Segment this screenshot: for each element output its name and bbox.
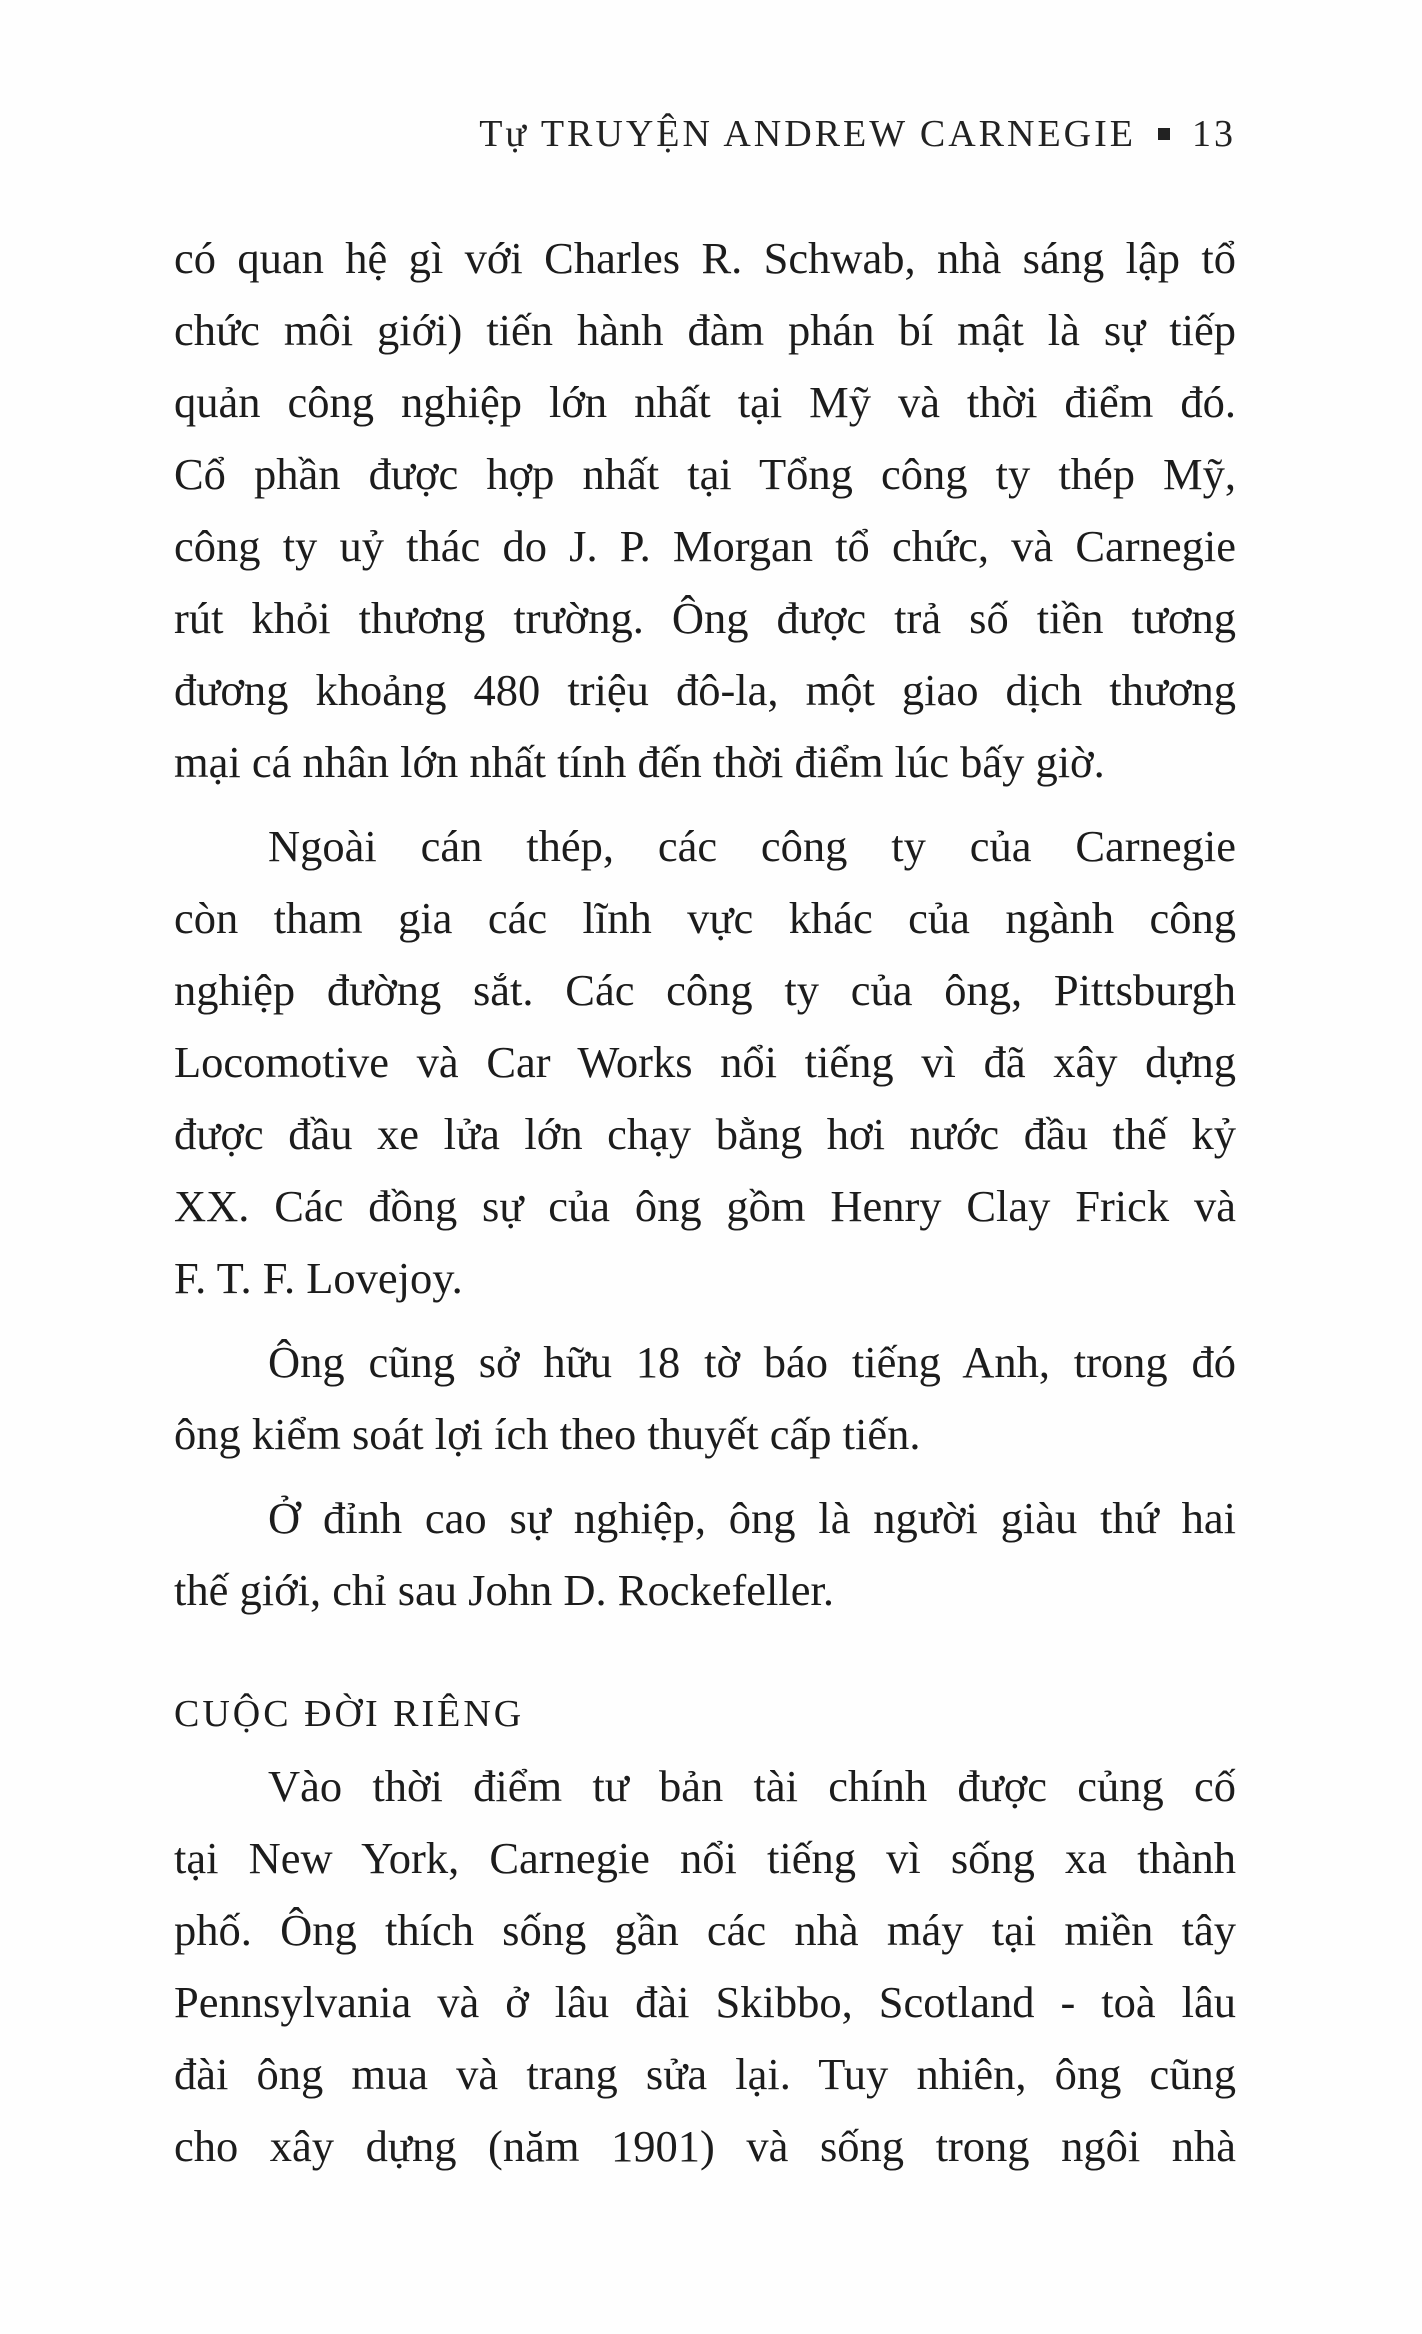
- text-line: Pennsylvania và ở lâu đài Skibbo, Scotland - toà lâu: [174, 1977, 1236, 2027]
- text-line: Ông cũng sở hữu 18 tờ báo tiếng Anh, trong đó: [268, 1337, 1236, 1387]
- text-line: Ngoài cán thép, các công ty của Carnegie: [268, 821, 1236, 871]
- text-line: cho xây dựng (năm 1901) và sống trong ngôi nhà: [174, 2121, 1236, 2171]
- paragraph: [174, 222, 1236, 798]
- text-line: quản công nghiệp lớn nhất tại Mỹ và thời điểm đó.: [174, 377, 1236, 427]
- text-line: công ty uỷ thác do J. P. Morgan tổ chức, và Carnegie: [174, 521, 1236, 571]
- text-line: đương khoảng 480 triệu đô-la, một giao dịch thương: [174, 665, 1236, 715]
- text-line: Vào thời điểm tư bản tài chính được củng cố: [268, 1761, 1236, 1811]
- header-bullet-icon: [1158, 128, 1170, 140]
- text-line: đài ông mua và trang sửa lại. Tuy nhiên, ông cũng: [174, 2049, 1236, 2099]
- section-heading: CUỘC ĐỜI RIÊNG: [174, 1693, 525, 1735]
- text-line: được đầu xe lửa lớn chạy bằng hơi nước đầu thế kỷ: [174, 1109, 1236, 1159]
- paragraph: [174, 1482, 1236, 1626]
- text-line: ông kiểm soát lợi ích theo thuyết cấp tiến.: [174, 1409, 921, 1459]
- running-title: Tự TRUYỆN ANDREW CARNEGIE: [479, 113, 1136, 155]
- text-line: F. T. F. Lovejoy.: [174, 1253, 463, 1303]
- text-line: Ở đỉnh cao sự nghiệp, ông là người giàu thứ hai: [268, 1493, 1236, 1543]
- page-number: 13: [1192, 113, 1236, 155]
- text-line: Locomotive và Car Works nổi tiếng vì đã xây dựng: [174, 1037, 1236, 1087]
- text-line: mại cá nhân lớn nhất tính đến thời điểm lúc bấy giờ.: [174, 737, 1105, 787]
- text-line: có quan hệ gì với Charles R. Schwab, nhà sáng lập tổ: [174, 233, 1236, 283]
- paragraph: [174, 1750, 1236, 2182]
- text-line: XX. Các đồng sự của ông gồm Henry Clay Frick và: [174, 1181, 1236, 1231]
- body-text: [174, 222, 1236, 2182]
- paragraph: [174, 1326, 1236, 1470]
- text-line: tại New York, Carnegie nổi tiếng vì sống xa thành: [174, 1833, 1236, 1883]
- text-line: còn tham gia các lĩnh vực khác của ngành công: [174, 893, 1236, 943]
- text-line: thế giới, chỉ sau John D. Rockefeller.: [174, 1565, 834, 1615]
- text-line: phố. Ông thích sống gần các nhà máy tại miền tây: [174, 1905, 1236, 1955]
- text-line: chức môi giới) tiến hành đàm phán bí mật là sự tiếp: [174, 305, 1236, 355]
- running-header: [479, 112, 1236, 156]
- paragraph: [174, 810, 1236, 1314]
- text-line: nghiệp đường sắt. Các công ty của ông, Pittsburgh: [174, 965, 1236, 1015]
- text-line: Cổ phần được hợp nhất tại Tổng công ty thép Mỹ,: [174, 449, 1236, 499]
- text-line: rút khỏi thương trường. Ông được trả số tiền tương: [174, 593, 1236, 643]
